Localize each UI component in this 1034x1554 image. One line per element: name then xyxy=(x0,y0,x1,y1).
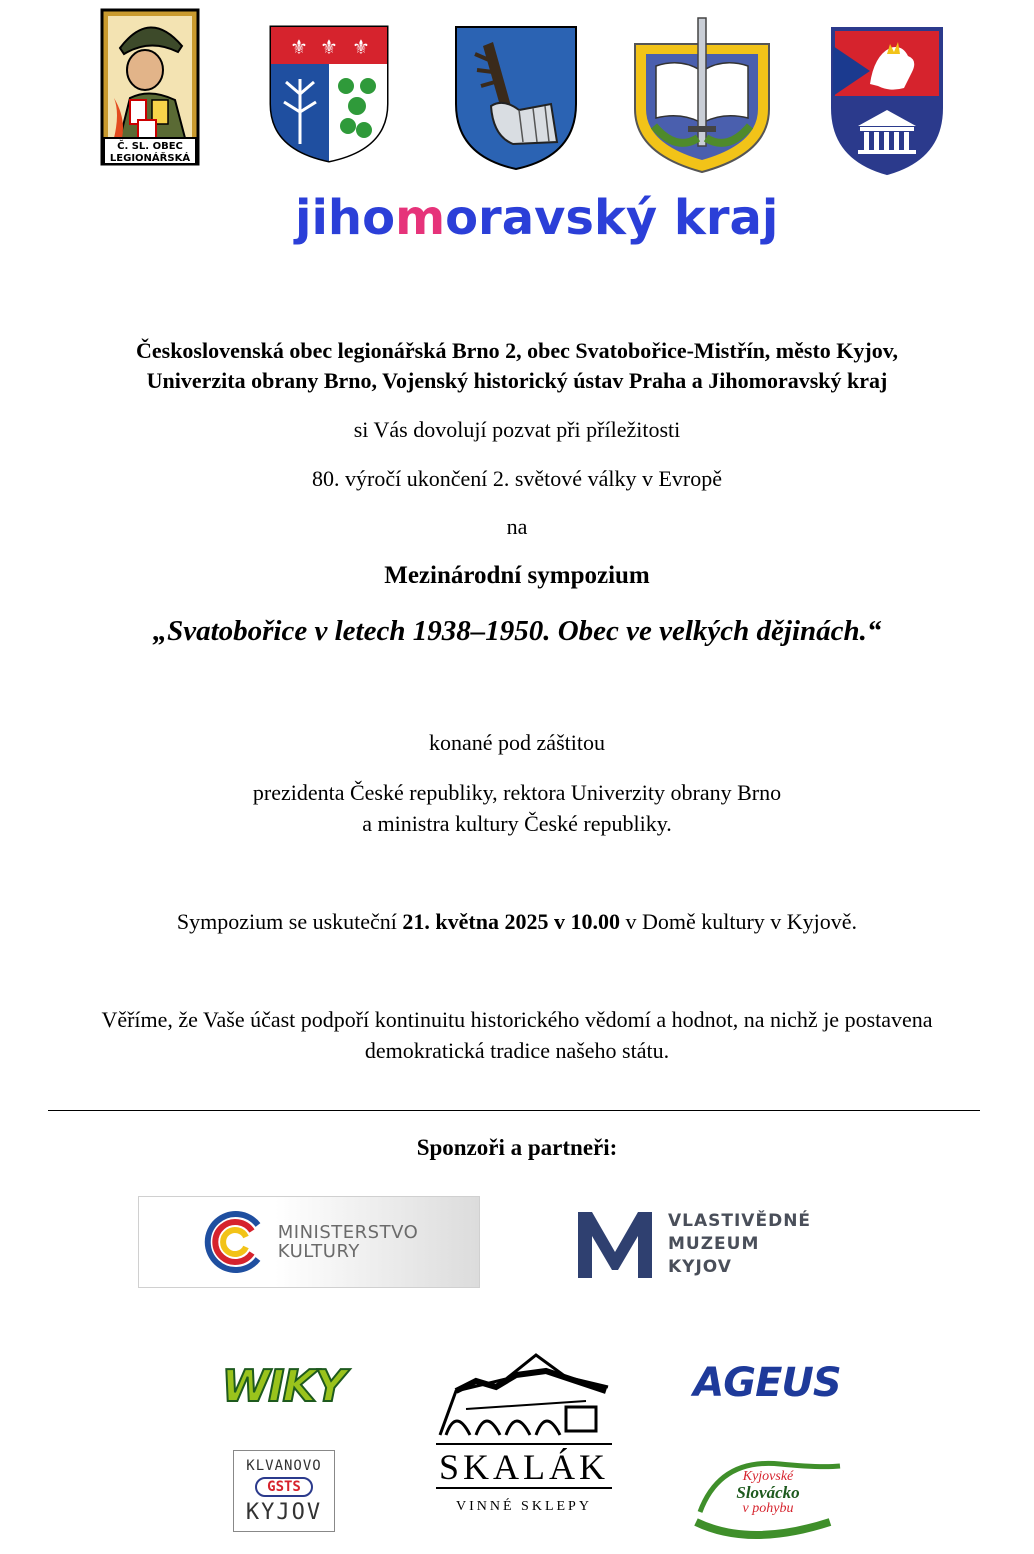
legion-caption-2: LEGIONÁŘSKÁ xyxy=(109,153,191,164)
wine-cellar-icon xyxy=(436,1351,612,1441)
klvanovo-line-2: KYJOV xyxy=(245,1499,323,1525)
museum-line-3: KYJOV xyxy=(668,1256,732,1277)
na-line: na xyxy=(506,514,528,539)
auspices-intro: konané pod záštitou xyxy=(429,730,605,755)
logo-accent-letter: m xyxy=(395,190,446,246)
ministry-c-icon xyxy=(200,1207,270,1277)
ageus-logo xyxy=(693,1358,841,1408)
coat-of-arms-icon xyxy=(268,24,390,164)
kyjovske-line-1: Kyjovské xyxy=(742,1469,794,1484)
logo-part-2: oravský kraj xyxy=(445,190,779,246)
book-and-sword-icon xyxy=(632,14,772,174)
organizers-line-1: Československá obec legionářská Brno 2, obec Svatobořice-Mistřín, město Kyjov, xyxy=(135,338,899,363)
museum-m-icon xyxy=(576,1208,654,1280)
logo-part-1: jiho xyxy=(295,190,396,246)
date-suffix: v Domě kultury v Kyjově. xyxy=(619,909,858,934)
date-line xyxy=(0,907,1034,937)
svg-text:⚜: ⚜ xyxy=(352,35,370,59)
event-title: „Svatobořice v letech 1938–1950. Obec ve velkých dějinách.“ xyxy=(152,615,882,647)
klvanovo-badge: GSTS xyxy=(255,1477,313,1497)
ministry-of-culture-logo xyxy=(138,1196,480,1288)
event-type: Mezinárodní sympozium xyxy=(384,562,650,589)
ministry-line-1: MINISTERSTVO xyxy=(277,1222,419,1243)
svatoborice-mistrin-coat-of-arms xyxy=(268,24,390,164)
divider-line xyxy=(48,1110,980,1111)
skalak-logo xyxy=(434,1348,614,1518)
legionnaire-soldier-icon xyxy=(100,8,200,166)
wiky-logo xyxy=(208,1360,358,1412)
date-bold: 21. května 2025 v 10.00 xyxy=(402,909,620,934)
kyjov-coat-of-arms xyxy=(453,24,579,172)
organizers-line-2: Univerzita obrany Brno, Vojenský historický ústav Praha a Jihomoravský kraj xyxy=(146,368,888,393)
closing-line-1: Věříme, že Vaše účast podpoří kontinuitu historického vědomí a hodnot, na nichž je postavena xyxy=(101,1007,933,1032)
wiky-text: WIKY xyxy=(221,1360,345,1412)
jihomoravsky-kraj-logo xyxy=(295,190,779,254)
legion-caption-1: Č. SL. OBEC xyxy=(117,141,183,152)
sponsors-heading: Sponzoři a partneři: xyxy=(416,1135,618,1160)
armored-arm-icon xyxy=(453,24,579,172)
museum-line-1: VLASTIVĚDNÉ xyxy=(668,1210,812,1231)
anniversary-line: 80. výročí ukončení 2. světové války v Evropě xyxy=(312,466,722,491)
invite-line: si Vás dovolují pozvat při příležitosti xyxy=(353,417,681,442)
kyjovske-line-3: v pohybu xyxy=(742,1501,794,1516)
cs-legion-emblem xyxy=(100,8,200,166)
auspices-line-1: prezidenta České republiky, rektora Univerzity obrany Brno xyxy=(252,780,782,805)
klvanovo-line-1: KLVANOVO xyxy=(246,1457,322,1474)
closing-line-2: demokratická tradice našeho státu. xyxy=(364,1038,670,1063)
svg-text:⚜: ⚜ xyxy=(320,35,338,59)
kyjovske-line-2: Slovácko xyxy=(736,1483,800,1502)
svg-text:⚜: ⚜ xyxy=(290,35,308,59)
ministry-line-2: KULTURY xyxy=(277,1241,360,1262)
museum-kyjov-logo xyxy=(576,1206,826,1282)
ageus-text: AGEUS xyxy=(693,1360,841,1406)
military-history-institute-emblem xyxy=(830,26,944,176)
university-of-defence-emblem xyxy=(632,14,772,174)
museum-line-2: MUZEUM xyxy=(668,1233,760,1254)
auspices-line-2: a ministra kultury České republiky. xyxy=(362,811,672,836)
date-prefix: Sympozium se uskuteční xyxy=(176,909,403,934)
skalak-subtitle: VINNÉ SKLEPY xyxy=(456,1499,592,1514)
klvanovo-gymnazium-logo xyxy=(233,1450,335,1532)
skalak-name: SKALÁK xyxy=(438,1447,609,1487)
kyjovske-slovacko-logo xyxy=(690,1452,846,1540)
lion-and-building-icon xyxy=(830,26,944,176)
